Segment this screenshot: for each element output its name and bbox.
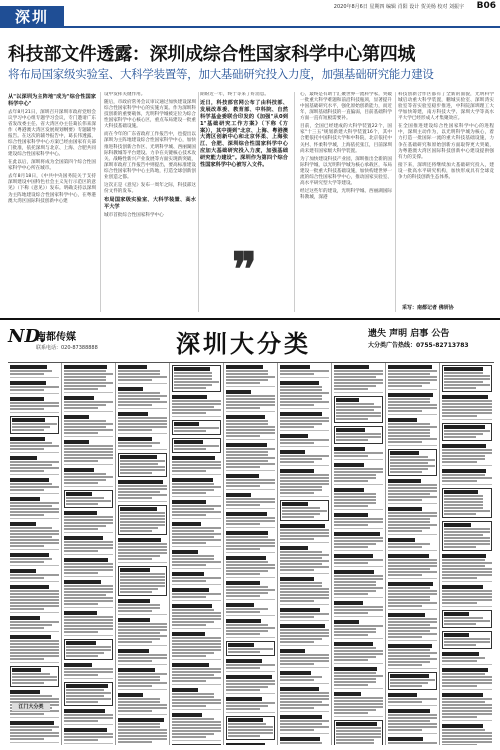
ad-listing (334, 692, 383, 717)
ad-listing (118, 599, 167, 615)
ad-listing (388, 644, 437, 669)
ad-listing (172, 478, 221, 497)
ad-listing (172, 588, 221, 601)
ad-listing (226, 659, 275, 672)
classifieds-header (0, 318, 500, 360)
ad-listing (64, 728, 113, 744)
ad-listing (226, 512, 275, 528)
ad-listing (334, 667, 383, 689)
ad-listing (280, 737, 329, 745)
ad-listing (388, 479, 437, 504)
highlight-paragraph: 近日，科技部官网公布了由科技部、发展改革委、教育部、中科院、自然科学基金委联合印发的《加强"从0到1"基础研究工作方案》（下称《方案》），其中提到"北京、上海、粤港澳大湾区创新中心和北京怀柔、上海张江、合肥、深圳综合性国家科学中心应加大基础研究投入力度，加强基础研究能力建设"。深圳作为第四个综合性国家科学中心被写入文件。 (200, 100, 288, 168)
ad-listing (64, 558, 113, 577)
ad-listing (226, 493, 275, 509)
ad-listing (226, 556, 275, 578)
ad-listing (388, 449, 437, 476)
ad-listing (442, 585, 492, 607)
section-tag: 深圳 (0, 6, 64, 28)
column-divider (100, 92, 101, 312)
ad-listing (226, 415, 275, 440)
ad-listing (334, 513, 383, 529)
ad-listing (10, 437, 59, 453)
paragraph: 城市首批综合性国家科学中心 (104, 212, 164, 218)
ad-listing (118, 668, 167, 690)
paragraph: 科技创新合作区都有了全新的面貌，光明科学城启动重大科学装置，鹏城实验室、深圳湾实验室等省实验室稳步推进，中科院深圳理工大学加快筹建，南方科技大学、深圳大学等高水平大学已经形成人才集聚效应。 (398, 92, 494, 122)
ad-listing (388, 737, 437, 745)
article-headline: 科技部文件透露：深圳成综合性国家科学中心第四城 (8, 44, 416, 65)
ad-listing (334, 554, 383, 567)
ad-listing (388, 693, 437, 706)
ad-listing (64, 611, 113, 636)
ad-listing (226, 603, 275, 616)
ad-listing (10, 522, 59, 550)
ad-column (440, 363, 494, 745)
ad-listing (280, 577, 329, 605)
ad-listing (388, 613, 437, 641)
ad-listing (172, 500, 221, 519)
ad-listing (226, 365, 275, 387)
ad-listing (172, 604, 221, 629)
column-divider (198, 92, 199, 312)
column-tag: 江门大分类 (12, 703, 50, 711)
ad-listing (64, 490, 113, 508)
article-subhead: 将布局国家级实验室、大科学装置等，加大基础研究投入力度，加强基础研究能力建设 (8, 67, 434, 81)
ad-listing (226, 743, 275, 745)
ad-listing (442, 631, 492, 649)
ad-listing (280, 671, 329, 684)
ad-listing (64, 440, 113, 465)
ad-listing (388, 554, 437, 579)
ad-listing (388, 418, 437, 446)
ad-listing (226, 697, 275, 713)
ad-listing (388, 672, 437, 690)
edition-line: 2020年8月6日 星期四 编辑 肖阳 设计 贺美杨 校对 刘振宇 (333, 4, 464, 10)
article-column-5 (398, 92, 494, 302)
ad-listing (442, 521, 492, 551)
ad-listing (172, 663, 221, 685)
ad-listing (280, 412, 329, 431)
ad-listing (388, 365, 437, 390)
article-column-1 (8, 92, 96, 316)
ad-listing (280, 687, 329, 712)
ad-listing (280, 469, 329, 497)
ad-listing (280, 381, 329, 409)
ad-listing (442, 693, 492, 721)
ad-listing (442, 423, 492, 441)
ad-listing (64, 415, 113, 437)
ad-listing (10, 721, 59, 743)
section-heading: 布局国家级实验室、大科学装置、高水平大学 (104, 197, 196, 210)
ad-listing (64, 396, 113, 412)
page-number: B06 (476, 1, 496, 11)
ad-listing (442, 554, 492, 582)
ad-listing (280, 365, 329, 378)
notice-title: 遗失 声明 启事 公告 (368, 329, 450, 339)
ad-listing (172, 438, 221, 453)
paragraph: 接下来，深圳还将继续加大基础研究投入，建设一批高水平研究机构，加快形成具有全球竞争力的科技创新生态体系。 (398, 162, 494, 180)
ad-listing (226, 390, 275, 412)
lead-heading: 从"以深圳为主阵地"成为"综合性国家科学中心" (8, 94, 96, 107)
ad-listing (226, 581, 275, 600)
ad-listing (280, 608, 329, 621)
ad-listing (64, 709, 113, 725)
ad-listing (172, 456, 221, 475)
ad-listing (280, 715, 329, 734)
ad-listing (10, 585, 59, 613)
hotline-right: 大分类广告热线：0755-82713783 (368, 342, 469, 349)
ad-listing (118, 718, 167, 745)
ad-listing (442, 724, 492, 745)
ad-listing (334, 642, 383, 664)
logo-icon: ND. (8, 326, 46, 347)
classifieds-grid (8, 362, 494, 744)
paragraph: 经过这些年的建设，光明科学城、西丽湖国际科教城，深港 (300, 188, 392, 200)
ad-listing (334, 365, 383, 393)
logo-text: 南都传媒 (36, 332, 76, 343)
ad-listing (10, 666, 59, 687)
ad-listing (118, 566, 167, 596)
ad-column (278, 363, 332, 745)
paragraph: 在全国推进建设综合性国家科学中心的进程中，深圳主动作为，以光明科学城为核心，着力打造一批国际一流的重大科技基础设施，力争在基础研究和原始创新方面取得更大突破，为粤港澳大湾区国际科技创新中心建设提供强有力的支撑。 (398, 124, 494, 160)
ad-listing (388, 582, 437, 610)
paragraph: 为了加快建设科技产业园，深圳推出全新的国际科学城，以光明科学城为核心承载区，布局建设一批重大科技基础设施，加快构建世界一流的综合性国家科学中心，推动国家实验室、高水平研究型大学等建设。 (300, 156, 392, 186)
ad-listing (10, 381, 59, 394)
ad-listing (280, 546, 329, 574)
ad-listing (10, 397, 59, 413)
paragraph: 这次正是《意见》发布一周年之际，科技部这份文件的发布。 (104, 182, 196, 194)
ad-listing (64, 468, 113, 487)
ad-listing (118, 480, 167, 502)
ad-listing (334, 620, 383, 639)
ad-column (116, 363, 170, 745)
ad-listing (280, 500, 329, 521)
ad-column (224, 363, 278, 745)
ad-listing (334, 463, 383, 485)
ad-listing (172, 572, 221, 585)
article-column-2 (104, 92, 196, 316)
ad-listing (10, 569, 59, 582)
paragraph: 去年8月18日，《中共中央国务院关于支持深圳建设中国特色社会主义先行示范区的意见》（下称《意见》）发布。明确支持以深圳为主阵地建设综合性国家科学中心，在粤港澳大湾区国际科技创新中心建 (8, 174, 96, 204)
ad-listing (118, 538, 167, 563)
ad-listing (334, 447, 383, 460)
ad-listing (10, 616, 59, 632)
paragraph: 设中发挥关键作用。 (104, 92, 146, 97)
ad-listing (64, 365, 113, 393)
paragraph: 目前，全国已经建成的大科学装置22个，国家"十三五"规划新建大科学装置16个，其中合肥依托中国科技大学和中科院，北京依托中关村、怀柔科学城，上海依托张江，目前深圳尚未建有国家级大科学装置。 (300, 124, 392, 154)
quote-mark-icon: ❞ (232, 242, 257, 296)
ad-listing (10, 635, 59, 663)
paragraph: 心，最终是有助于汇聚世界一流科学家，突破一批重大科学难题和前沿科技瓶颈，显著提升中国基础研究水平，强化原始创新能力，而近年，深圳基础科技的一直偏弱，目前基础科学方面一直有短板需要补。 (300, 92, 392, 122)
ad-listing (226, 675, 275, 694)
page-header (0, 0, 500, 34)
classifieds-title: 深圳大分类 (176, 330, 311, 358)
ad-listing (118, 505, 167, 535)
ad-listing (64, 536, 113, 555)
ad-listing (172, 713, 221, 741)
ad-listing (334, 426, 383, 444)
ad-listing (118, 365, 167, 384)
ad-listing (118, 387, 167, 409)
ad-listing (388, 507, 437, 535)
ad-listing (280, 450, 329, 466)
ad-column (170, 363, 224, 745)
ad-listing (334, 570, 383, 598)
ad-listing (442, 469, 492, 485)
ad-listing (172, 632, 221, 660)
ad-listing (118, 437, 167, 450)
ad-column (386, 363, 440, 745)
ad-listing (118, 618, 167, 646)
paragraph: 期盼近一年，终于等来了好消息。 (200, 92, 269, 97)
ad-listing (442, 610, 492, 628)
ad-listing (10, 478, 59, 494)
ad-listing (10, 497, 59, 519)
ad-listing (172, 420, 221, 435)
ad-listing (334, 396, 383, 423)
ad-listing (280, 624, 329, 646)
ad-listing (226, 716, 275, 740)
ad-listing (118, 412, 167, 434)
ad-listing (64, 639, 113, 660)
ad-listing (172, 688, 221, 710)
ad-listing (442, 488, 492, 518)
article-byline: 采写：南都记者 佛妍协 (402, 305, 454, 311)
ad-listing (64, 682, 113, 706)
ad-listing (226, 474, 275, 490)
ad-listing (172, 522, 221, 547)
ad-listing (118, 453, 167, 477)
ad-listing (280, 524, 329, 543)
ad-listing (334, 601, 383, 617)
ad-listing (334, 720, 383, 745)
ad-listing (388, 709, 437, 734)
ad-listing (442, 444, 492, 466)
ad-listing (172, 365, 221, 392)
ad-listing (280, 434, 329, 447)
ad-listing (226, 641, 275, 656)
section-rule (64, 26, 500, 28)
ad-listing (64, 511, 113, 533)
article-column-4 (300, 92, 392, 316)
ad-listing (64, 580, 113, 608)
column-divider (294, 92, 295, 312)
ad-listing (388, 538, 437, 551)
ad-listing (442, 652, 492, 665)
paragraph: 随后，市政府常务会议审议通过加快建设深圳综合性国家科学中心的实施方案。作为深圳科技创新的重要载体，光明科学城被定位为综合性国家科学中心核心区，重点布局建设一批重大科技基础设施。 (104, 100, 196, 130)
paragraph: 去年8月21日，深圳召开深圳市政府党组会议学习中心组专题学习会议，专门邀请广东省发改委主任、省大湾区办主任葛长伟来深作《粤港澳大湾区发展规划纲要》专题辅导报告。在这次的辅导报告中，葛长伟透露，综合性国家科学中心方案已经由国家有关部门批准，依托深圳与北京、上海、合肥共同建设综合性国家科学中心。 (8, 109, 96, 158)
ad-listing (334, 532, 383, 551)
ad-listing (172, 744, 221, 745)
ad-listing (226, 531, 275, 553)
ad-column (8, 363, 62, 745)
ad-listing (442, 395, 492, 420)
ad-listing (10, 365, 59, 378)
ad-listing (10, 456, 59, 475)
ad-listing (226, 619, 275, 638)
ad-listing (172, 550, 221, 569)
ad-listing (10, 416, 59, 434)
ad-listing (10, 553, 59, 566)
ad-listing (172, 395, 221, 417)
ad-listing (442, 668, 492, 690)
paragraph: 而在今年的广东省政府工作报告中，也提出以深圳为主阵地建设综合性国家科学中心，加快推进科技创新合作区、光明科学城、西丽湖国际科教城等平台建设。力争在关键核心技术攻关、战略性新兴产业发展等方面实现新突破，深圳市政府工作报告中则提出，要高标准建设综合性国家科学中心主阵地，打造全球创新创业创造之都。 (104, 132, 196, 180)
ad-listing (64, 663, 113, 679)
ad-column (332, 363, 386, 745)
ad-listing (334, 488, 383, 510)
ad-listing (118, 693, 167, 715)
column-divider (395, 92, 396, 312)
ad-column (62, 363, 116, 745)
hotline-left: 联系电话：020-87388888 (36, 345, 98, 351)
paragraph: 在此以后，深圳将成为全国第四个综合性国家科学中心所在城市。 (8, 160, 96, 172)
ad-listing (280, 649, 329, 668)
ad-listing (118, 649, 167, 665)
ad-listing (226, 443, 275, 471)
ad-listing (388, 393, 437, 415)
ad-listing (442, 365, 492, 392)
